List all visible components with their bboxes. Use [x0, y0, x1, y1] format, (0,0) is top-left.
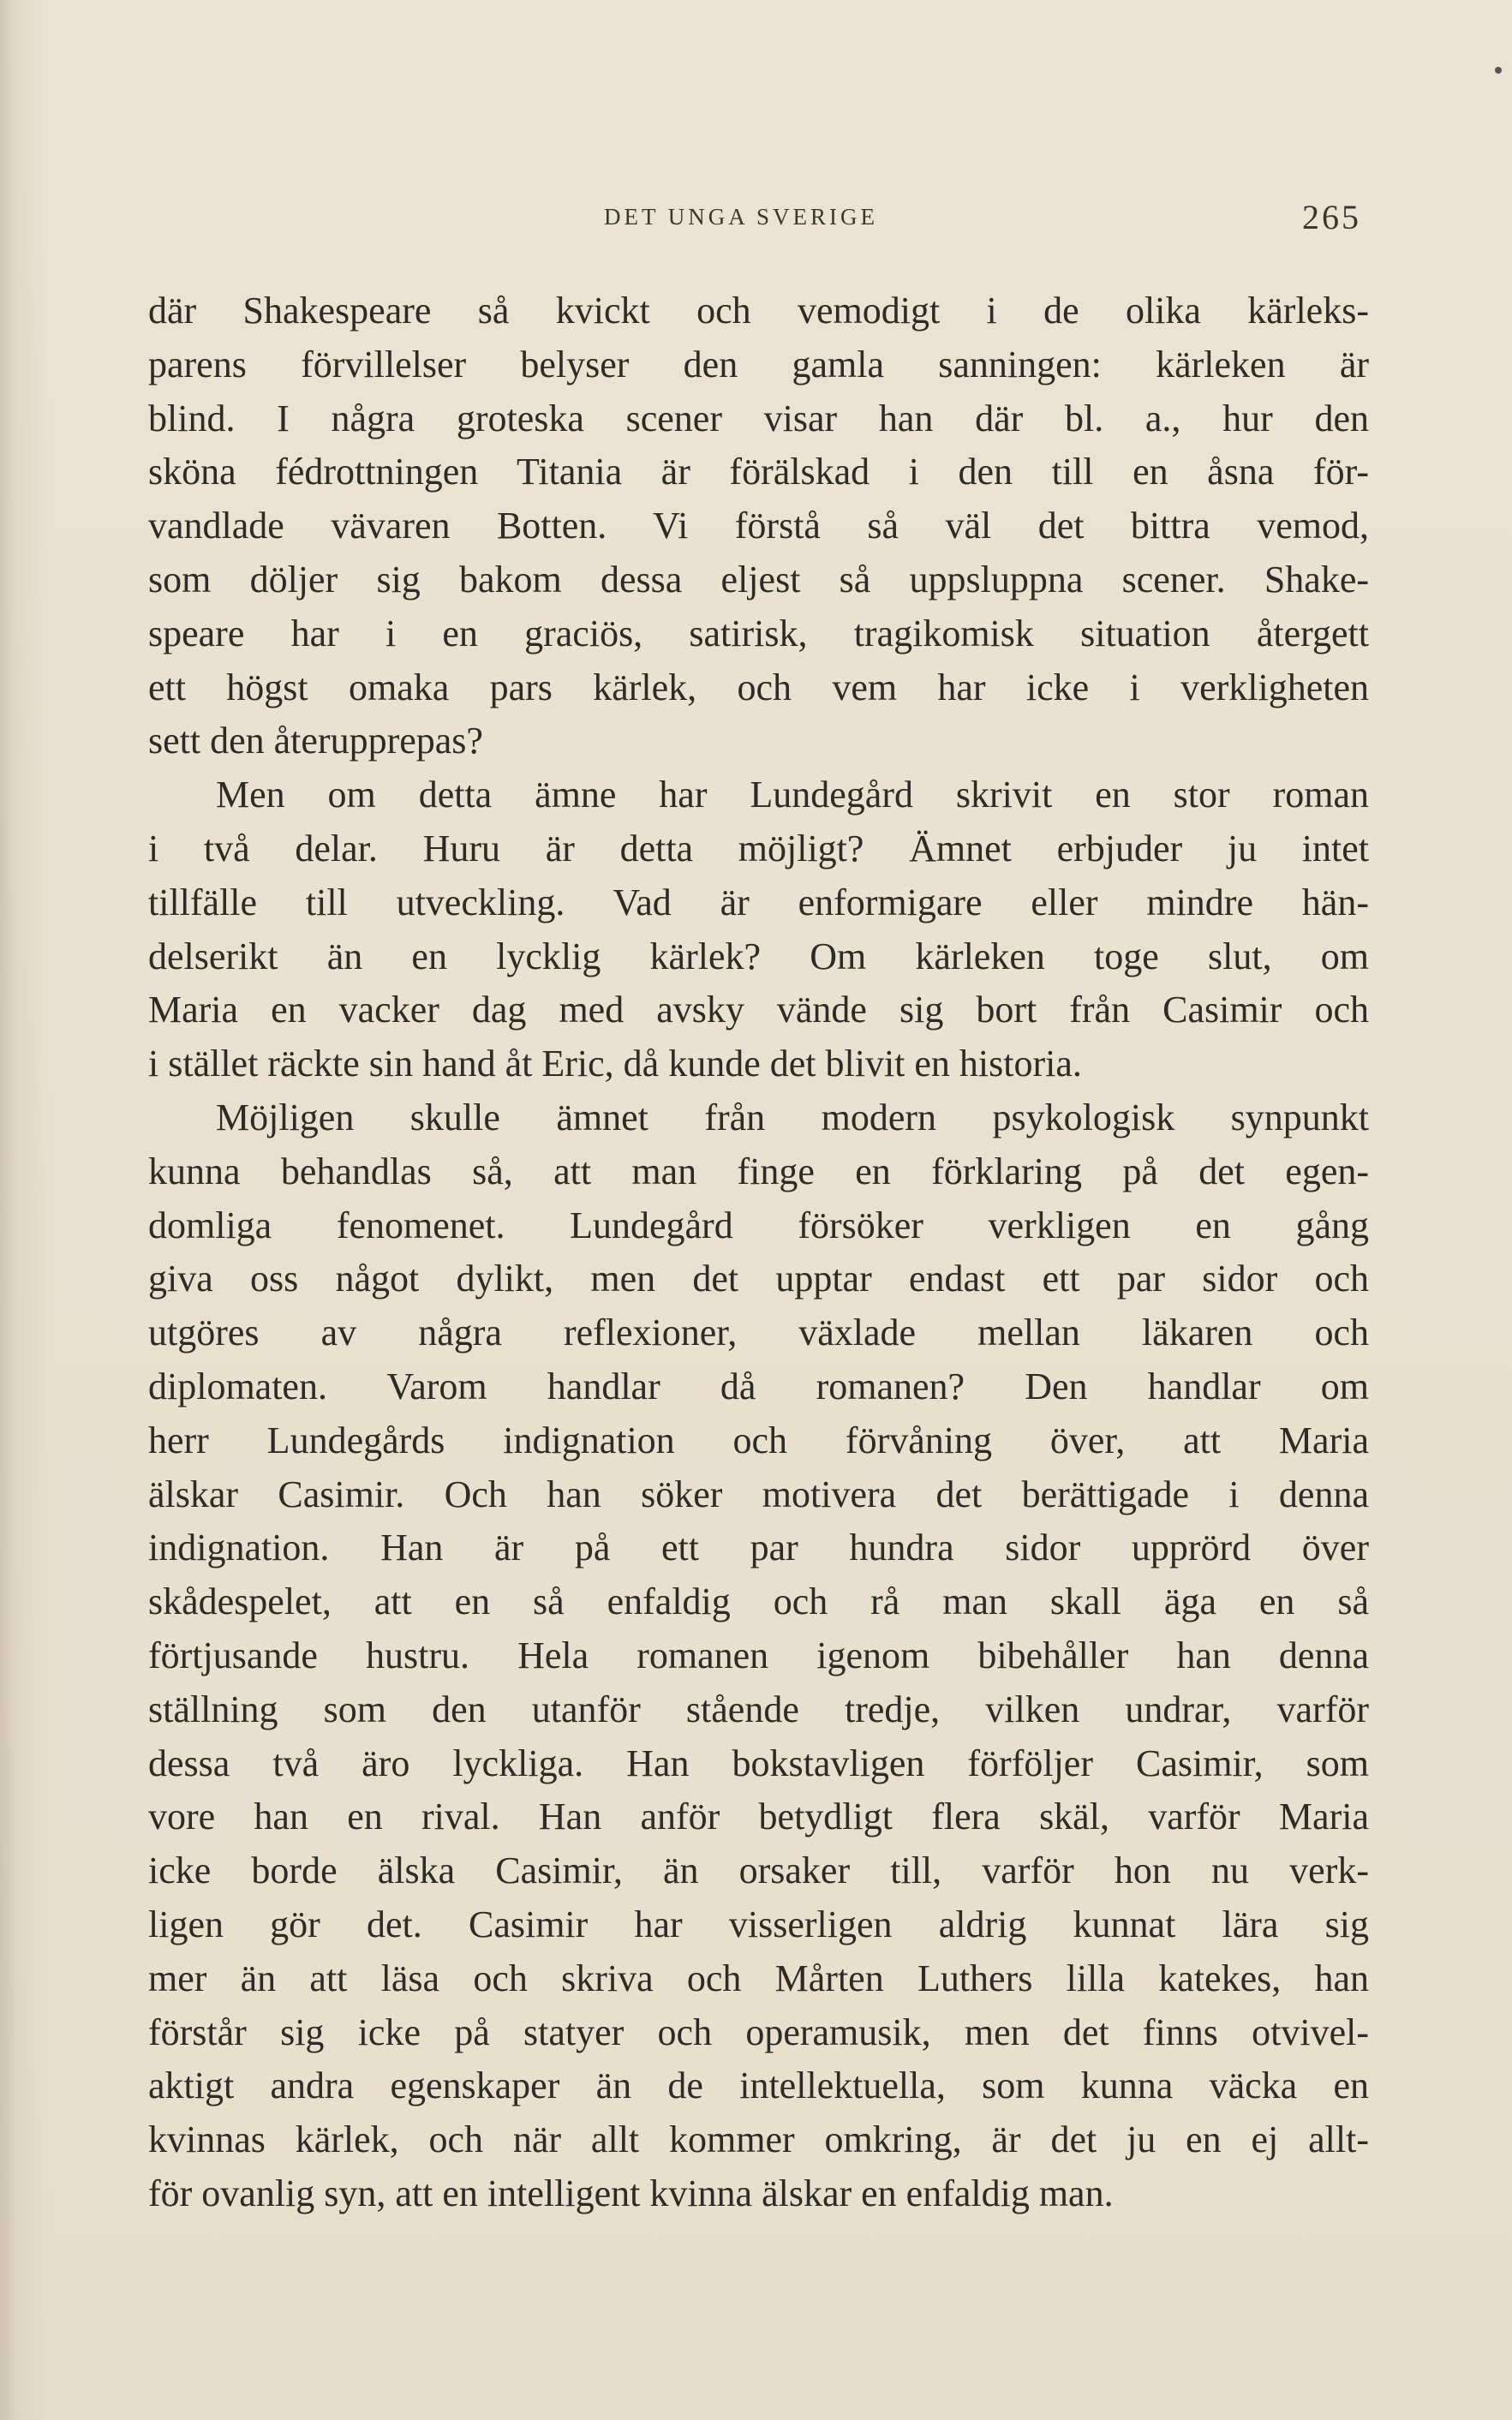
text-line: där Shakespeare så kvickt och vemodigt i de olika kärleks- — [148, 290, 1369, 332]
text-line: speare har i en graciös, satirisk, tragikomisk situation återgett — [148, 612, 1369, 654]
text-line: ett högst omaka pars kärlek, och vem har icke i verkligheten — [148, 666, 1369, 708]
running-head — [0, 198, 1512, 242]
text-line: diplomaten. Varom handlar då romanen? Den handlar om — [148, 1365, 1369, 1407]
running-title: DET UNGA SVERIGE — [604, 204, 878, 230]
text-line: tillfälle till utveckling. Vad är enformigare eller mindre hän- — [148, 881, 1369, 923]
text-line: icke borde älska Casimir, än orsaker till, varför hon nu verk- — [148, 1849, 1369, 1892]
text-line: ligen gör det. Casimir har visserligen aldrig kunnat lära sig — [148, 1903, 1369, 1945]
text-line: mer än att läsa och skriva och Mårten Luthers lilla katekes, han — [148, 1957, 1369, 1999]
text-line: parens förvillelser belyser den gamla sanningen: kärleken är — [148, 343, 1369, 385]
text-line: kunna behandlas så, att man finge en förklaring på det egen- — [148, 1150, 1369, 1192]
text-line: utgöres av några reflexioner, växlade mellan läkaren och — [148, 1312, 1369, 1354]
text-line: herr Lundegårds indignation och förvåning över, att Maria — [148, 1419, 1369, 1461]
text-line: sköna fédrottningen Titania är förälskad i den till en åsna för- — [148, 451, 1369, 493]
text-line: vore han en rival. Han anför betydligt flera skäl, varför Maria — [148, 1796, 1369, 1838]
page-number: 265 — [1302, 198, 1361, 236]
text-line: delserikt än en lycklig kärlek? Om kärleken toge slut, om — [148, 935, 1369, 977]
text-line: i stället räckte sin hand åt Eric, då kunde det blivit en historia. — [148, 1043, 1082, 1085]
text-line: domliga fenomenet. Lundegård försöker verkligen en gång — [148, 1204, 1369, 1246]
text-line: giva oss något dylikt, men det upptar endast ett par sidor och — [148, 1258, 1369, 1300]
body-text — [148, 284, 1369, 2221]
text-line: indignation. Han är på ett par hundra sidor upprörd över — [148, 1527, 1369, 1569]
text-line: skådespelet, att en så enfaldig och rå man skall äga en så — [148, 1580, 1369, 1623]
text-line: Maria en vacker dag med avsky vände sig bort från Casimir och — [148, 989, 1369, 1031]
text-line: dessa två äro lyckliga. Han bokstavligen förföljer Casimir, som — [148, 1742, 1369, 1784]
text-line: blind. I några groteska scener visar han där bl. a., hur den — [148, 397, 1369, 439]
text-line: förtjusande hustru. Hela romanen igenom bibehåller han denna — [148, 1634, 1369, 1676]
text-line: för ovanlig syn, att en intelligent kvinna älskar en enfaldig man. — [148, 2172, 1114, 2214]
text-line: som döljer sig bakom dessa eljest så uppsluppna scener. Shake- — [148, 558, 1369, 601]
text-line: i två delar. Huru är detta möjligt? Ämnet erbjuder ju intet — [148, 827, 1369, 869]
text-line: aktigt andra egenskaper än de intellektuella, som kunna väcka en — [148, 2064, 1369, 2107]
text-line: älskar Casimir. Och han söker motivera det berättigade i denna — [148, 1473, 1369, 1515]
text-line: kvinnas kärlek, och när allt kommer omkring, är det ju en ej allt- — [148, 2118, 1369, 2161]
text-line: Men om detta ämne har Lundegård skrivit en stor roman — [216, 774, 1369, 816]
text-line: sett den återupprepas? — [148, 720, 483, 762]
text-line: vandlade vävaren Botten. Vi förstå så väl det bittra vemod, — [148, 505, 1369, 547]
text-line: Möjligen skulle ämnet från modern psykologisk synpunkt — [216, 1096, 1369, 1138]
text-line: förstår sig icke på statyer och operamusik, men det finns otvivel- — [148, 2011, 1369, 2053]
text-line: ställning som den utanför stående tredje, vilken undrar, varför — [148, 1688, 1369, 1730]
ink-speck — [1495, 67, 1502, 74]
